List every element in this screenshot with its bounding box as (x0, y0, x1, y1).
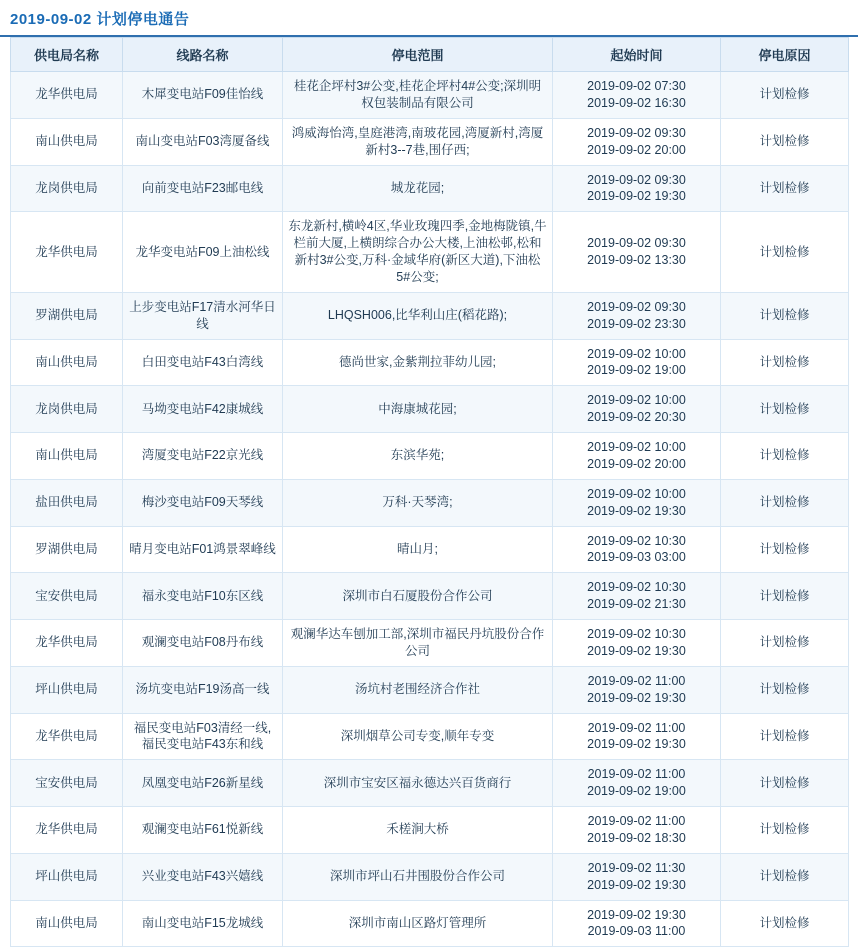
cell-line: 福永变电站F10东区线 (123, 573, 283, 620)
start-time: 2019-09-02 10:30 (587, 580, 686, 595)
end-time: 2019-09-02 19:30 (587, 643, 686, 658)
end-time: 2019-09-02 20:30 (587, 410, 686, 425)
end-time: 2019-09-03 11:00 (587, 924, 686, 939)
cell-time (553, 666, 721, 713)
end-time: 2019-09-02 19:30 (587, 690, 686, 705)
page-title: 2019-09-02 计划停电通告 (10, 11, 190, 28)
cell-scope: 中海康城花园; (283, 386, 553, 433)
table-row (11, 900, 849, 947)
table-row (11, 853, 849, 900)
table-row (11, 339, 849, 386)
cell-scope: 深圳烟草公司专变,顺年专变 (283, 713, 553, 760)
end-time: 2019-09-02 21:30 (587, 597, 686, 612)
start-time: 2019-09-02 10:30 (587, 627, 686, 641)
cell-scope: 桂花企坪村3#公变,桂花企坪村4#公变;深圳明权包装制品有限公司 (283, 72, 553, 119)
start-time: 2019-09-02 09:30 (587, 125, 686, 140)
cell-bureau: 龙华供电局 (11, 620, 123, 667)
outage-table (10, 37, 849, 947)
cell-line: 观澜变电站F61悦新线 (123, 807, 283, 854)
start-time: 2019-09-02 10:00 (587, 346, 686, 361)
cell-reason: 计划检修 (721, 118, 849, 165)
cell-time (553, 853, 721, 900)
cell-scope: 德尚世家,金紫荆拉菲幼儿园; (283, 339, 553, 386)
start-time: 2019-09-02 11:00 (587, 814, 686, 828)
cell-bureau: 南山供电局 (11, 433, 123, 480)
cell-line: 汤坑变电站F19汤高一线 (123, 666, 283, 713)
cell-line: 向前变电站F23邮电线 (123, 165, 283, 212)
cell-scope: 观澜华达车刨加工部,深圳市福民丹坑股份合作公司 (283, 620, 553, 667)
start-time: 2019-09-02 10:30 (587, 533, 686, 548)
cell-reason: 计划检修 (721, 479, 849, 526)
table-row (11, 713, 849, 760)
cell-time (553, 386, 721, 433)
cell-line: 梅沙变电站F09天琴线 (123, 479, 283, 526)
cell-time (553, 212, 721, 293)
start-time: 2019-09-02 09:30 (587, 172, 686, 187)
start-time: 2019-09-02 10:00 (587, 486, 686, 501)
cell-line: 白田变电站F43白湾线 (123, 339, 283, 386)
cell-scope: 城龙花园; (283, 165, 553, 212)
end-time: 2019-09-02 20:00 (587, 142, 686, 157)
cell-bureau: 南山供电局 (11, 339, 123, 386)
cell-time (553, 292, 721, 339)
cell-line: 南山变电站F15龙城线 (123, 900, 283, 947)
cell-reason: 计划检修 (721, 573, 849, 620)
cell-line: 马坳变电站F42康城线 (123, 386, 283, 433)
start-time: 2019-09-02 19:30 (587, 907, 686, 922)
cell-time (553, 620, 721, 667)
end-time: 2019-09-02 19:00 (587, 363, 686, 378)
start-time: 2019-09-02 11:00 (587, 767, 686, 782)
cell-line: 观澜变电站F08丹布线 (123, 620, 283, 667)
cell-line: 木犀变电站F09佳怡线 (123, 72, 283, 119)
cell-reason: 计划检修 (721, 165, 849, 212)
cell-bureau: 南山供电局 (11, 118, 123, 165)
cell-reason: 计划检修 (721, 713, 849, 760)
cell-bureau: 龙华供电局 (11, 807, 123, 854)
cell-bureau: 宝安供电局 (11, 573, 123, 620)
table-header (11, 38, 849, 72)
cell-scope: 深圳市白石厦股份合作公司 (283, 573, 553, 620)
start-time: 2019-09-02 09:30 (587, 236, 686, 251)
cell-scope: 晴山月; (283, 526, 553, 573)
cell-bureau: 龙岗供电局 (11, 386, 123, 433)
cell-time (553, 118, 721, 165)
cell-reason: 计划检修 (721, 900, 849, 947)
cell-reason: 计划检修 (721, 620, 849, 667)
cell-bureau: 南山供电局 (11, 900, 123, 947)
start-time: 2019-09-02 11:00 (587, 720, 686, 735)
start-time: 2019-09-02 10:00 (587, 440, 686, 454)
end-time: 2019-09-03 03:00 (587, 550, 686, 565)
cell-line: 湾厦变电站F22京光线 (123, 433, 283, 480)
table-row (11, 479, 849, 526)
table-row (11, 526, 849, 573)
end-time: 2019-09-02 23:30 (587, 316, 686, 331)
cell-bureau: 坪山供电局 (11, 666, 123, 713)
cell-line: 凤凰变电站F26新星线 (123, 760, 283, 807)
cell-time (553, 760, 721, 807)
cell-reason: 计划检修 (721, 760, 849, 807)
table-row (11, 212, 849, 293)
column-header-scope: 停电范围 (283, 38, 553, 72)
end-time: 2019-09-02 13:30 (587, 253, 686, 267)
table-row (11, 118, 849, 165)
header-row (11, 38, 849, 72)
table-row (11, 666, 849, 713)
table-row (11, 760, 849, 807)
table-row (11, 292, 849, 339)
cell-bureau: 龙华供电局 (11, 212, 123, 293)
cell-scope: 鸿威海怡湾,皇庭港湾,南玻花园,湾厦新村,湾厦新村3--7巷,围仔西; (283, 118, 553, 165)
cell-time (553, 72, 721, 119)
start-time: 2019-09-02 11:30 (587, 860, 686, 875)
start-time: 2019-09-02 11:00 (587, 673, 686, 688)
cell-reason: 计划检修 (721, 72, 849, 119)
cell-reason: 计划检修 (721, 666, 849, 713)
table-row (11, 72, 849, 119)
cell-time (553, 713, 721, 760)
cell-line: 上步变电站F17清水河华日线 (123, 292, 283, 339)
column-header-time: 起始时间 (553, 38, 721, 72)
column-header-line: 线路名称 (123, 38, 283, 72)
start-time: 2019-09-02 10:00 (587, 393, 686, 408)
start-time: 2019-09-02 07:30 (587, 79, 686, 93)
cell-bureau: 宝安供电局 (11, 760, 123, 807)
cell-time (553, 807, 721, 854)
cell-reason: 计划检修 (721, 339, 849, 386)
cell-reason: 计划检修 (721, 212, 849, 293)
end-time: 2019-09-02 18:30 (587, 830, 686, 845)
table-row (11, 573, 849, 620)
table-row (11, 165, 849, 212)
cell-reason: 计划检修 (721, 433, 849, 480)
column-header-bureau: 供电局名称 (11, 38, 123, 72)
cell-time (553, 479, 721, 526)
cell-time (553, 339, 721, 386)
cell-scope: 深圳市坪山石井围股份合作公司 (283, 853, 553, 900)
end-time: 2019-09-02 16:30 (587, 95, 686, 110)
cell-scope: 汤坑村老围经济合作社 (283, 666, 553, 713)
cell-line: 龙华变电站F09上油松线 (123, 212, 283, 293)
cell-bureau: 坪山供电局 (11, 853, 123, 900)
cell-line: 兴业变电站F43兴嬉线 (123, 853, 283, 900)
cell-time (553, 900, 721, 947)
cell-reason: 计划检修 (721, 807, 849, 854)
cell-scope: 禾槎涧大桥 (283, 807, 553, 854)
cell-line: 福民变电站F03清经一线,福民变电站F43东和线 (123, 713, 283, 760)
page-header (0, 0, 858, 37)
table-row (11, 620, 849, 667)
end-time: 2019-09-02 19:30 (587, 877, 686, 892)
cell-bureau: 罗湖供电局 (11, 526, 123, 573)
cell-bureau: 盐田供电局 (11, 479, 123, 526)
cell-line: 南山变电站F03湾厦备线 (123, 118, 283, 165)
cell-bureau: 罗湖供电局 (11, 292, 123, 339)
table-row (11, 386, 849, 433)
cell-bureau: 龙华供电局 (11, 72, 123, 119)
cell-scope: 深圳市南山区路灯管理所 (283, 900, 553, 947)
cell-time (553, 433, 721, 480)
cell-line: 晴月变电站F01鸿景翠峰线 (123, 526, 283, 573)
table-row (11, 807, 849, 854)
cell-reason: 计划检修 (721, 386, 849, 433)
column-header-reason: 停电原因 (721, 38, 849, 72)
end-time: 2019-09-02 19:30 (587, 503, 686, 518)
end-time: 2019-09-02 19:30 (587, 737, 686, 752)
start-time: 2019-09-02 09:30 (587, 299, 686, 314)
cell-time (553, 165, 721, 212)
table-body (11, 72, 849, 947)
cell-time (553, 573, 721, 620)
cell-scope: 东滨华苑; (283, 433, 553, 480)
cell-reason: 计划检修 (721, 292, 849, 339)
end-time: 2019-09-02 19:30 (587, 189, 686, 204)
cell-reason: 计划检修 (721, 526, 849, 573)
cell-scope: 东龙新村,横岭4区,华业玫瑰四季,金地梅陇镇,牛栏前大厦,上横朗综合办公大楼,上油松邨,松和新村3#公变,万科·金域华府(新区大道),下油松5#公变; (283, 212, 553, 293)
cell-bureau: 龙岗供电局 (11, 165, 123, 212)
cell-reason: 计划检修 (721, 853, 849, 900)
cell-scope: 万科·天琴湾; (283, 479, 553, 526)
cell-time (553, 526, 721, 573)
table-row (11, 433, 849, 480)
cell-scope: 深圳市宝安区福永德达兴百货商行 (283, 760, 553, 807)
cell-bureau: 龙华供电局 (11, 713, 123, 760)
end-time: 2019-09-02 19:00 (587, 784, 686, 799)
end-time: 2019-09-02 20:00 (587, 456, 686, 471)
cell-scope: LHQSH006,比华利山庄(稻花路); (283, 292, 553, 339)
